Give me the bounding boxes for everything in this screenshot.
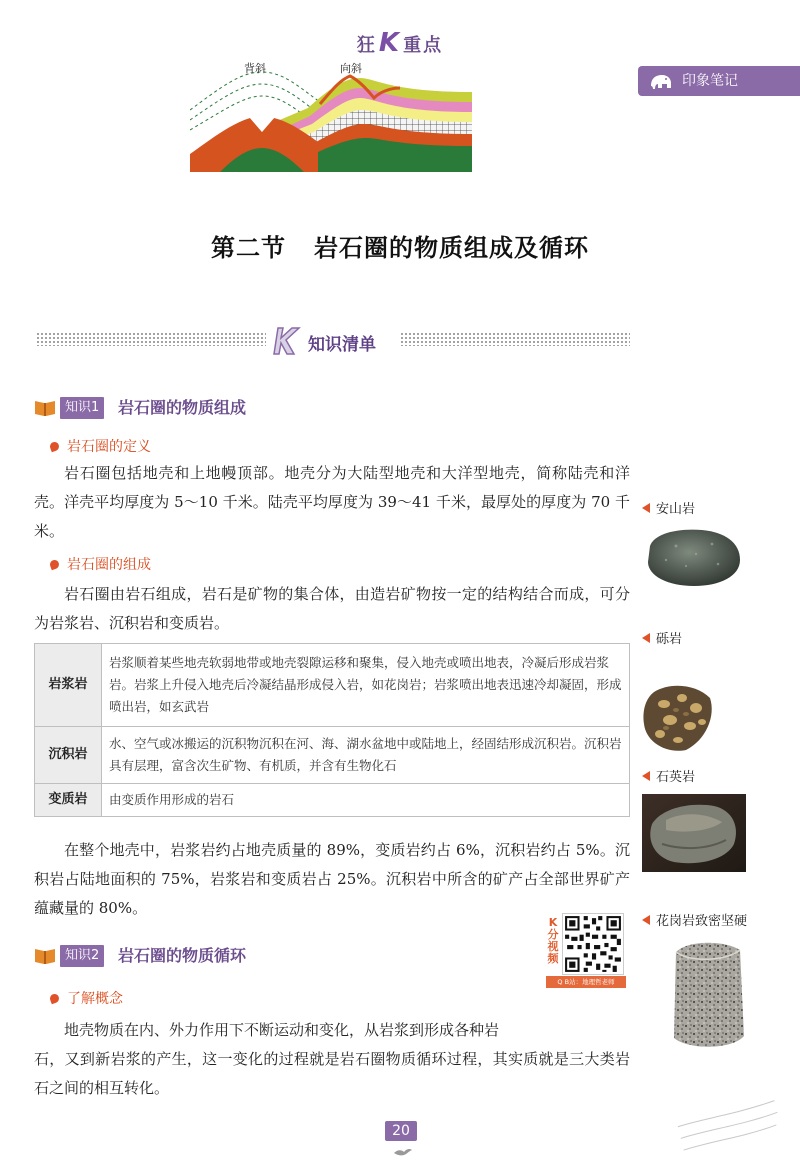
rock-label-text: 砾岩	[656, 632, 683, 647]
side-tab-label: 印象笔记	[682, 73, 738, 89]
paragraph-proportions: 在整个地壳中，岩浆岩约占地壳质量的 89%，变质岩约占 6%，沉积岩约占 5%。沉积岩占陆地面积的 75%，岩浆岩和变质岩占 25%。沉积岩中所含的矿产占全部世界矿产蕴藏量的 80%。	[34, 841, 630, 917]
table-row	[35, 644, 630, 727]
subheading-composition-text: 岩石圈的组成	[67, 557, 151, 573]
side-tab	[638, 66, 800, 96]
rock-types-table	[34, 643, 630, 817]
bullet-icon	[49, 441, 61, 453]
table-row	[35, 727, 630, 784]
granite-image	[668, 936, 748, 1054]
elephant-icon	[648, 72, 674, 90]
table-cell-desc: 水、空气或冰搬运的沉积物沉积在河、海、湖水盆地中或陆地上，经固结形成沉积岩。沉积岩具有层理，富含次生矿物、有机质，并含有生物化石	[102, 727, 630, 784]
subheading-composition	[50, 555, 151, 575]
header-k-letter: K	[378, 28, 402, 58]
bullet-icon	[49, 993, 61, 1005]
rock-label-text: 石英岩	[656, 770, 696, 785]
section-title	[0, 228, 800, 263]
rock-label-andesite	[642, 498, 695, 517]
bullet-icon	[49, 559, 61, 571]
table-cell-name: 岩浆岩	[35, 644, 102, 727]
header-pre: 狂	[356, 35, 377, 56]
k-logo-icon	[268, 324, 304, 356]
knowledge-1-title: 岩石圈的物质组成	[118, 398, 247, 417]
dotted-rule-right	[400, 332, 630, 346]
knowledge-1-tag: 知识1	[60, 397, 104, 419]
fold-diagram	[190, 58, 472, 172]
rock-label-text: 安山岩	[656, 502, 696, 517]
subheading-concept-text: 了解概念	[67, 991, 123, 1007]
knowledge-1-heading	[34, 396, 334, 420]
label-anticline: 背斜	[244, 62, 266, 75]
knowledge-2-title: 岩石圈的物质循环	[118, 946, 247, 965]
rock-label-granite	[642, 910, 747, 929]
book-icon	[34, 399, 56, 417]
table-cell-name: 变质岩	[35, 784, 102, 817]
qr-side-text: K分视频	[547, 916, 559, 965]
header-post: 重点	[403, 35, 444, 56]
book-icon	[34, 947, 56, 965]
label-syncline: 向斜	[340, 62, 362, 75]
subheading-definition	[50, 437, 151, 457]
bird-icon	[393, 1146, 413, 1158]
qr-code-icon[interactable]	[562, 913, 624, 975]
section-title-text: 岩石圈的物质组成及循环	[314, 233, 589, 262]
rock-label-quartzite	[642, 766, 695, 785]
section-number: 第二节	[211, 233, 286, 262]
page-header	[0, 28, 800, 58]
subheading-definition-text: 岩石圈的定义	[67, 439, 151, 455]
faint-handwriting	[672, 1093, 790, 1164]
quartzite-image	[642, 794, 746, 872]
knowledge-list-banner	[36, 322, 630, 358]
table-cell-desc: 由变质作用形成的岩石	[102, 784, 630, 817]
dotted-rule-left	[36, 332, 266, 346]
paragraph-cycle-rest: 石，又到新岩浆的产生，这一变化的过程就是岩石圈物质循环过程，其实质就是三大类岩石之间的相互转化。	[34, 1050, 630, 1097]
knowledge-2-heading	[34, 944, 354, 968]
conglomerate-image	[640, 682, 716, 754]
knowledge-list-label: 知识清单	[308, 335, 376, 355]
table-cell-name: 沉积岩	[35, 727, 102, 784]
subheading-concept	[50, 989, 123, 1009]
rock-label-conglomerate	[642, 628, 682, 647]
video-qr-block[interactable]	[546, 913, 626, 989]
paragraph-cycle-line-1: 地壳物质在内、外力作用下不断运动和变化，从岩浆到形成各种岩	[64, 1021, 500, 1039]
andesite-image	[646, 526, 742, 588]
page-number: 20	[385, 1121, 417, 1141]
rock-label-text: 花岗岩致密坚硬	[656, 914, 748, 929]
qr-caption: Q B站：地理哲老师	[546, 976, 626, 988]
knowledge-2-tag: 知识2	[60, 945, 104, 967]
paragraph-composition: 岩石圈由岩石组成，岩石是矿物的集合体，由造岩矿物按一定的结构结合而成，可分为岩浆岩、沉积岩和变质岩。	[34, 585, 630, 632]
table-row	[35, 784, 630, 817]
table-cell-desc: 岩浆顺着某些地壳软弱地带或地壳裂隙运移和聚集，侵入地壳或喷出地表，冷凝后形成岩浆岩。岩浆上升侵入地壳后冷凝结晶形成侵入岩，如花岗岩；岩浆喷出地表迅速冷却凝固，形成喷出岩，如玄武岩	[102, 644, 630, 727]
paragraph-definition: 岩石圈包括地壳和上地幔顶部。地壳分为大陆型地壳和大洋型地壳，简称陆壳和洋壳。洋壳平均厚度为 5～10 千米。陆壳平均厚度为 39～41 千米，最厚处的厚度为 70 千米。	[34, 464, 630, 540]
